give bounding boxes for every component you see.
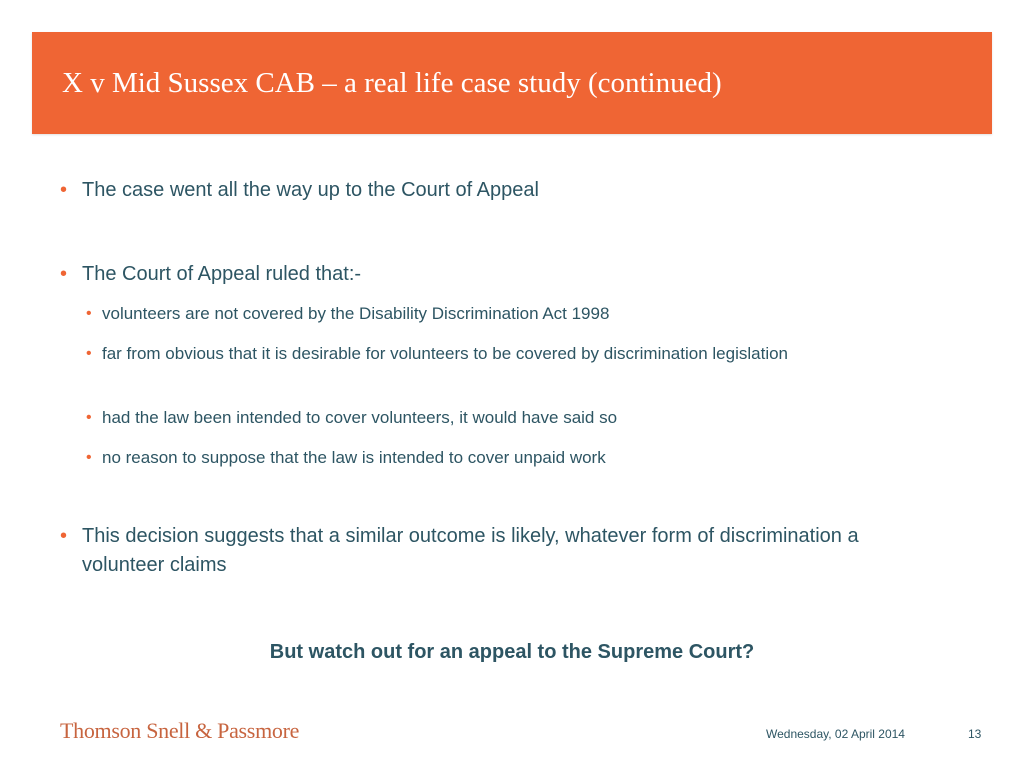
sub-bullet-would-have-said: • had the law been intended to cover volunteers, it would have said so (86, 406, 922, 430)
bullet-decision-suggests: • This decision suggests that a similar outcome is likely, whatever form of discrimination a volunteer claims (60, 522, 932, 580)
sub-bullet-unpaid-work: • no reason to suppose that the law is intended to cover unpaid work (86, 446, 922, 470)
sub-bullet-not-covered: • volunteers are not covered by the Disability Discrimination Act 1998 (86, 302, 922, 326)
slide-title: X v Mid Sussex CAB – a real life case study (continued) (62, 67, 722, 99)
bullet-court-of-appeal: • The case went all the way up to the Court of Appeal (60, 176, 932, 205)
page-number: 13 (968, 727, 982, 741)
supreme-court-callout: But watch out for an appeal to the Supreme Court? (269, 641, 755, 663)
bullet-court-ruled: • The Court of Appeal ruled that:- (60, 260, 932, 289)
firm-logo: Thomson Snell & Passmore (60, 718, 300, 743)
title-banner (32, 32, 992, 134)
footer-date: Wednesday, 02 April 2014 (766, 727, 905, 741)
sub-bullet-not-desirable: • far from obvious that it is desirable for volunteers to be covered by discrimination legislation (86, 342, 922, 366)
